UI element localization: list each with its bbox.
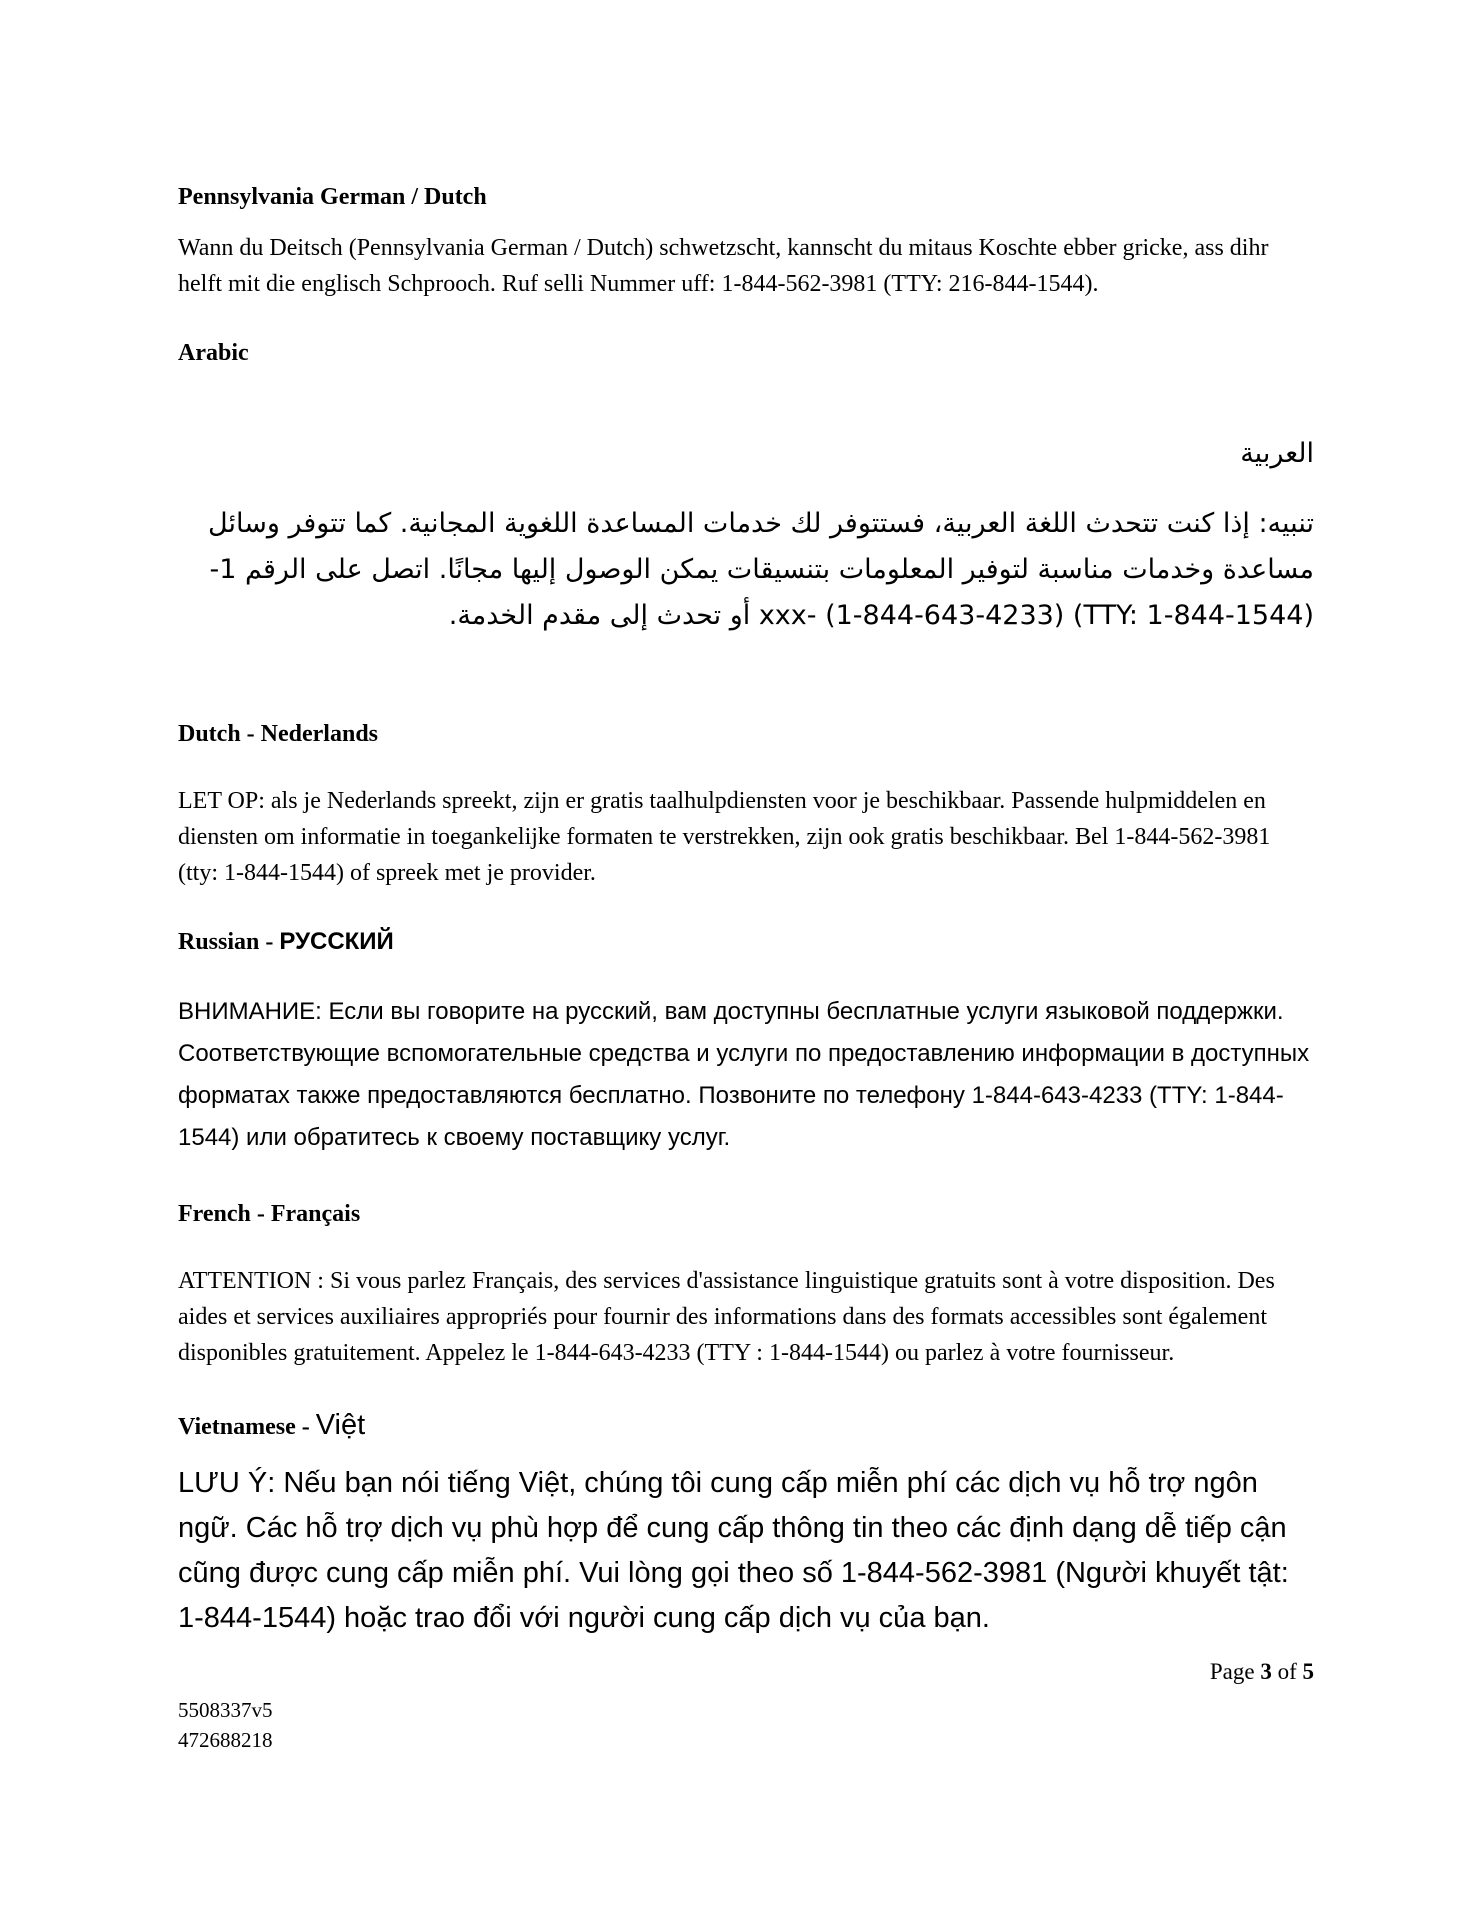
- vietnamese-heading-english: Vietnamese -: [178, 1413, 316, 1440]
- section-french: [178, 1199, 1314, 1371]
- arabic-language-label: العربية: [1240, 438, 1314, 468]
- pennsylvania-german-heading: Pennsylvania German / Dutch: [178, 184, 487, 210]
- french-body: ATTENTION : Si vous parlez Français, des services d'assistance linguistique gratuits sont à votre disposition. Des aides et services auxiliaires appropriés pour fournir des informations dans des formats accessibles sont également disponibles gratuitement. Appelez le 1-844-643-4233 (TTY : 1-844-1544) ou parlez à votre fournisseur.: [178, 1267, 1275, 1366]
- doc-id-2: 472688218: [178, 1728, 273, 1753]
- of-word: of: [1271, 1658, 1303, 1684]
- vietnamese-body: LƯU Ý: Nếu bạn nói tiếng Việt, chúng tôi cung cấp miễn phí các dịch vụ hỗ trợ ngôn ngữ. Các hỗ trợ dịch vụ phù hợp để cung cấp thông tin theo các định dạng dễ tiếp cận cũng được cung cấp miễn phí. Vui lòng gọi theo số 1-844-562-3981 (Người khuyết tật: 1-844-1544) hoặc trao đổi với người cung cấp dịch vụ của bạn.: [178, 1466, 1289, 1634]
- pennsylvania-german-body: Wann du Deitsch (Pennsylvania German / Dutch) schwetzscht, kannscht du mitaus Koschte ebber gricke, ass dihr helft mit die englisch Schprooch. Ruf selli Nummer uff: 1-844-562-3981 (TTY: 216-844-1544).: [178, 235, 1269, 297]
- french-heading: French - Français: [178, 1200, 361, 1227]
- russian-body: ВНИМАНИЕ: Если вы говорите на русский, вам доступны бесплатные услуги языковой поддержки. Соответствующие вспомогательные средства и услуги по предоставлению информации в доступных форматах также предоставляются бесплатно. Позвоните по телефону 1-844-643-4233 (TTY: 1-844-1544) или обратитесь к своему поставщику услуг.: [178, 997, 1310, 1151]
- arabic-body: تنبيه: إذا كنت تتحدث اللغة العربية، فستتوفر لك خدمات المساعدة اللغوية المجانية. كما تتوفر وسائل مساعدة وخدمات مناسبة لتوفير المعلومات بتنسيقات يمكن الوصول إليها مجانًا. اتصل على الرقم 1-xxx- (1-844-643-4233) (TTY: 1-844-1544) أو تحدث إلى مقدم الخدمة.: [208, 508, 1314, 631]
- page-word: Page: [1209, 1658, 1261, 1684]
- vietnamese-heading: [178, 1407, 1314, 1443]
- section-vietnamese: [178, 1407, 1314, 1641]
- page-number-line: [178, 1659, 1314, 1685]
- section-russian: [178, 927, 1314, 1159]
- russian-heading-english: Russian -: [178, 928, 280, 955]
- section-pennsylvania-german: [178, 182, 1314, 302]
- page-number: 3: [1260, 1658, 1272, 1684]
- dutch-body: LET OP: als je Nederlands spreekt, zijn er gratis taalhulpdiensten voor je beschikbaar. Passende hulpmiddelen en diensten om informatie in toegankelijke formaten te verstrekken, zijn ook gratis beschikbaar. Bel 1-844-562-3981 (tty: 1-844-1544) of spreek met je provider.: [178, 787, 1271, 886]
- russian-heading: [178, 927, 1314, 957]
- russian-heading-native: РУССКИЙ: [279, 927, 394, 955]
- section-arabic: [178, 338, 1314, 639]
- section-dutch: [178, 719, 1314, 891]
- document-ids: [178, 1695, 1314, 1756]
- doc-id-1: 5508337v5: [178, 1697, 273, 1722]
- vietnamese-heading-native: Việt: [315, 1408, 366, 1441]
- total-pages: 5: [1302, 1658, 1314, 1684]
- dutch-heading: Dutch - Nederlands: [178, 720, 379, 747]
- arabic-heading: Arabic: [178, 340, 249, 366]
